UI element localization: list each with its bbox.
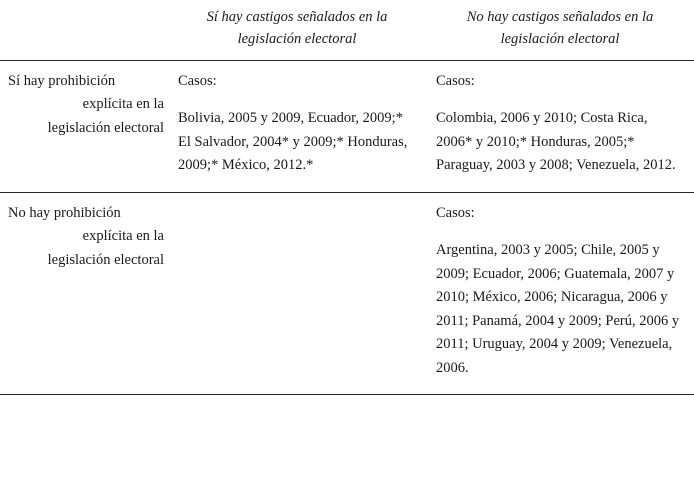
table-corner-cell xyxy=(0,0,168,60)
row-header-prohibicion-no xyxy=(0,192,168,394)
table-body xyxy=(0,60,694,394)
empty-cell-content xyxy=(178,202,416,212)
row-header-line: legislación electoral xyxy=(47,119,164,136)
row-header-prohibicion-si xyxy=(0,60,168,192)
row-header-line: explícita en la xyxy=(82,96,164,113)
cases-list: Bolivia, 2005 y 2009, Ecuador, 2009;* El Salvador, 2004* y 2009;* Honduras, 2009;* México, 2012.* xyxy=(178,110,408,174)
cell-prohibicion-no-castigos-si xyxy=(168,192,426,394)
header-row xyxy=(0,0,694,60)
row-header-line: No hay prohibición xyxy=(8,204,121,221)
cases-label: Casos: xyxy=(178,72,217,89)
cases-list: Colombia, 2006 y 2010; Costa Rica, 2006* y 2010;* Honduras, 2005;* Paraguay, 2003 y 2008; Venezuela, 2012. xyxy=(436,110,676,174)
cases-list: Argentina, 2003 y 2005; Chile, 2005 y 2009; Ecuador, 2006; Guatemala, 2007 y 2010; México, 2006; Nicaragua, 2006 y 2011; Panamá, 2004 y 2009; Perú, 2006 y 2011; Uruguay, 2004 y 2009; Venezuela, 2006. xyxy=(436,242,680,376)
table-row xyxy=(0,192,694,394)
cases-label: Casos: xyxy=(436,72,475,89)
cases-label: Casos: xyxy=(436,204,475,221)
cell-prohibicion-no-castigos-no xyxy=(426,192,694,394)
cell-prohibicion-si-castigos-no xyxy=(426,60,694,192)
column-header-castigos-si: Sí hay castigos señalados en la legislación electoral xyxy=(206,9,388,48)
table-row xyxy=(0,60,694,192)
row-header-line: legislación electoral xyxy=(47,251,164,268)
column-header-castigos-no: No hay castigos señalados en la legislación electoral xyxy=(466,9,654,48)
row-header-line: explícita en la xyxy=(82,228,164,245)
cell-prohibicion-si-castigos-si xyxy=(168,60,426,192)
table-header xyxy=(0,0,694,60)
row-header-line: Sí hay prohibición xyxy=(8,72,116,89)
